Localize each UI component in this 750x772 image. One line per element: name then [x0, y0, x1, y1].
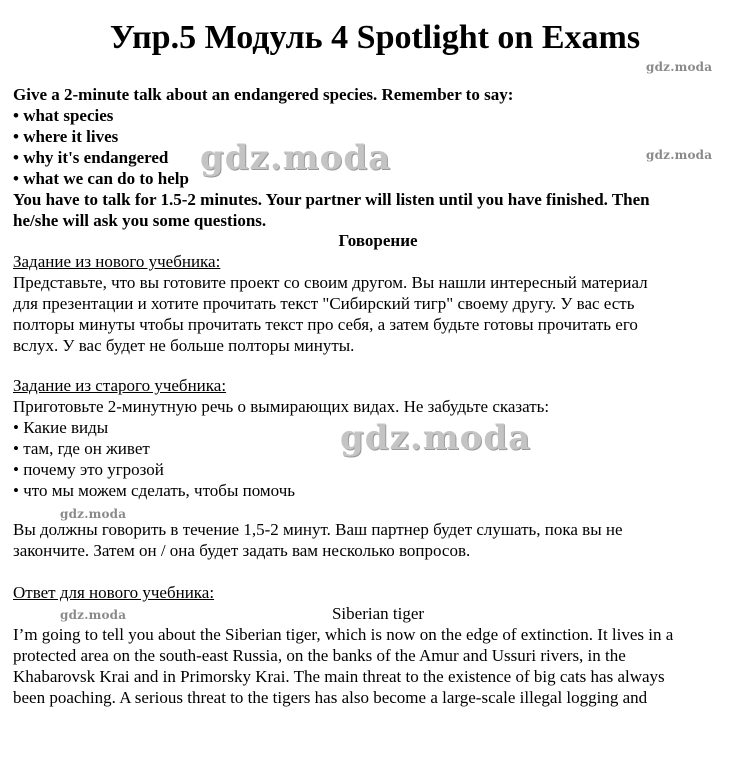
- new-task-line: полторы минуты чтобы прочитать текст про себя, а затем будьте готовы прочитать его: [13, 315, 638, 334]
- watermark-large: gdz.moda: [340, 418, 532, 458]
- new-task-label: Задание из нового учебника:: [13, 252, 221, 271]
- new-task-line: вслух. У вас будет не больше полторы минуты.: [13, 336, 355, 355]
- new-task-line: для презентации и хотите прочитать текст "Сибирский тигр" своему другу. У вас есть: [13, 294, 635, 313]
- task-en-intro: Give a 2-minute talk about an endangered species. Remember to say:: [13, 85, 514, 104]
- old-task-bullet: • Какие виды: [13, 418, 109, 437]
- task-en-closing-line: he/she will ask you some questions.: [13, 211, 267, 230]
- old-task-label: Задание из старого учебника:: [13, 376, 227, 395]
- answer: [13, 582, 743, 708]
- old-task-closing: [13, 519, 743, 561]
- watermark-small: gdz.moda: [646, 60, 713, 74]
- old-task-bullet: • что мы можем сделать, чтобы помочь: [13, 481, 296, 500]
- task-en-bullet: • what we can do to help: [13, 169, 189, 188]
- section-heading: Говорение: [338, 231, 418, 250]
- answer-heading: Siberian tiger: [331, 604, 425, 623]
- old-task-closing-line: закончите. Затем он / она будет задать вам несколько вопросов.: [13, 541, 471, 560]
- old-task-closing-line: Вы должны говорить в течение 1,5-2 минут. Ваш партнер будет слушать, пока вы не: [13, 520, 623, 539]
- watermark-small: gdz.moda: [60, 507, 127, 521]
- answer-line: been poaching. A serious threat to the tigers has also become a large-scale illegal logging and: [13, 688, 648, 707]
- page-title: Упр.5 Модуль 4 Spotlight on Exams: [109, 19, 641, 56]
- watermark-large: gdz.moda: [200, 138, 392, 178]
- answer-line: I’m going to tell you about the Siberian tiger, which is now on the edge of extinction. It lives in a: [13, 625, 674, 644]
- task-en-bullet: • what species: [13, 106, 114, 125]
- task-en-closing-line: You have to talk for 1.5-2 minutes. Your partner will listen until you have finished. Then: [13, 190, 650, 209]
- old-task-intro: Приготовьте 2-минутную речь о вымирающих видах. Не забудьте сказать:: [13, 397, 550, 416]
- answer-line: Khabarovsk Krai and in Primorsky Krai. The main threat to the existence of big cats has always: [13, 667, 665, 686]
- watermark-small: gdz.moda: [646, 148, 713, 162]
- answer-line: protected area on the south-east Russia, on the banks of the Amur and Ussuri rivers, in the: [13, 646, 626, 665]
- old-task-bullet: • там, где он живет: [13, 439, 150, 458]
- task-en-bullet: • why it's endangered: [13, 148, 169, 167]
- answer-label: Ответ для нового учебника:: [13, 583, 215, 602]
- old-task-bullet: • почему это угрозой: [13, 460, 164, 479]
- new-task: [13, 251, 743, 356]
- new-task-line: Представьте, что вы готовите проект со своим другом. Вы нашли интересный материал: [13, 273, 648, 292]
- task-en-bullet: • where it lives: [13, 127, 119, 146]
- watermark-small: gdz.moda: [60, 608, 127, 622]
